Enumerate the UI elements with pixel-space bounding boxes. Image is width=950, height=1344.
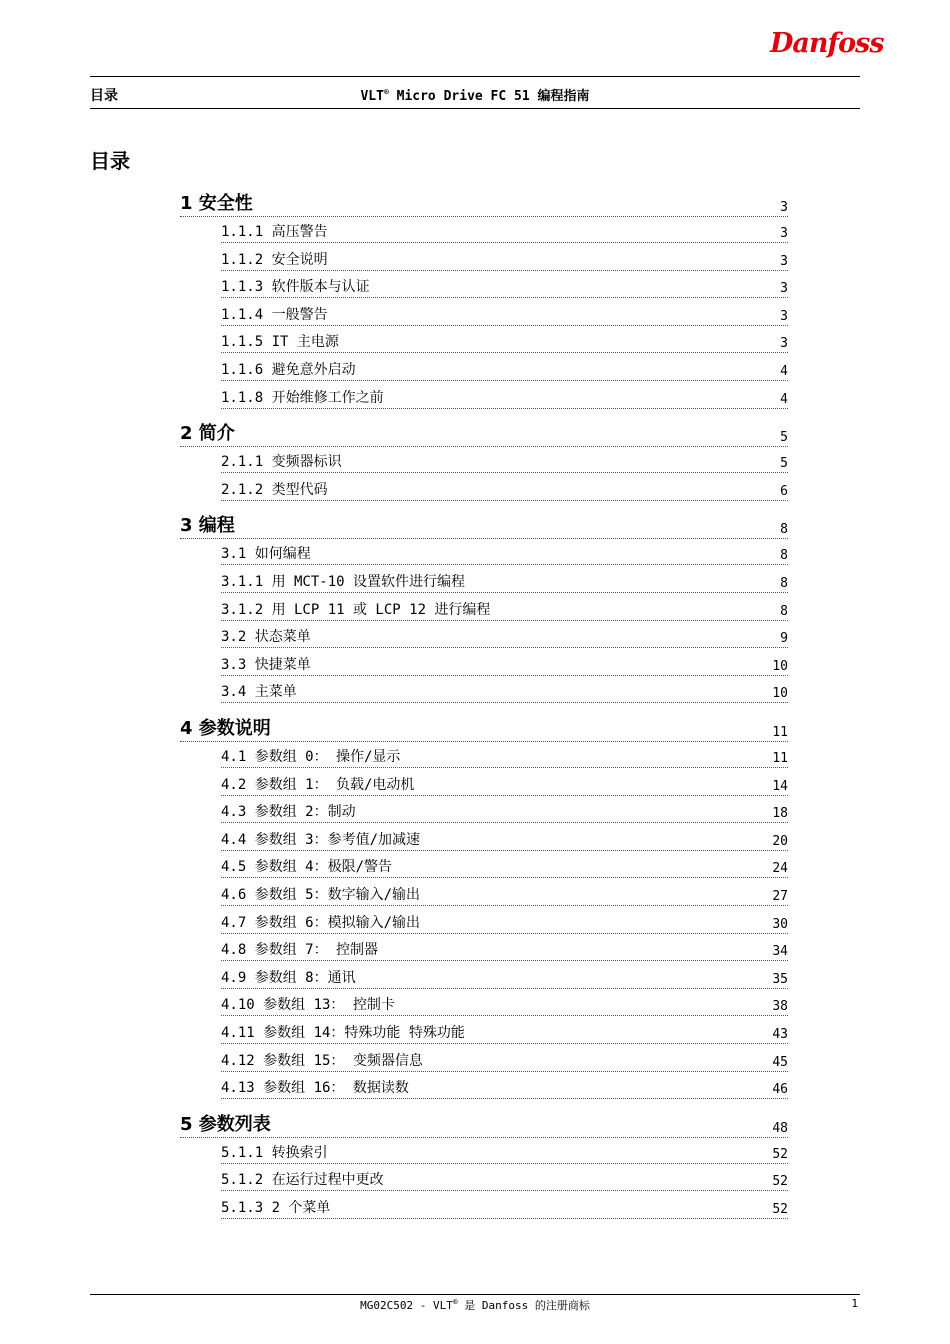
toc-section-entry[interactable]	[221, 884, 788, 906]
toc-section-entry[interactable]	[221, 221, 788, 243]
toc-entry-title: 3.2 状态菜单	[221, 629, 311, 646]
header-section-label: 目录	[90, 88, 118, 104]
toc-entry-title: 1.1.8 开始维修工作之前	[221, 389, 384, 406]
toc-entry-page: 5	[780, 456, 788, 472]
toc-entry-page: 8	[780, 576, 788, 591]
toc-entry-title: 4.11 参数组 14：特殊功能 特殊功能	[221, 1025, 465, 1041]
toc-entry-page: 11	[772, 725, 788, 740]
toc-section-entry[interactable]	[221, 599, 788, 621]
toc-entry-title: 4.4 参数组 3：参考值/加减速	[221, 831, 421, 848]
toc-entry-title: 4.1 参数组 0： 操作/显示	[221, 749, 401, 765]
toc-entry-page: 18	[772, 806, 788, 822]
toc-entry-title: 3.1.1 用 MCT-10 设置软件进行编程	[221, 574, 466, 590]
toc-entry-page: 4	[780, 391, 788, 407]
toc-section-entry[interactable]	[221, 626, 788, 648]
toc-section-entry[interactable]	[221, 939, 788, 961]
toc-entry-title: 3 编程	[180, 515, 235, 537]
toc-section-entry[interactable]	[221, 1022, 788, 1044]
toc-section-entry[interactable]	[221, 774, 788, 796]
registered-mark: ®	[383, 87, 389, 97]
toc-chapter-entry[interactable]	[180, 1114, 788, 1138]
footer-trademark	[90, 1297, 860, 1313]
toc-entry-title: 2.1.1 变频器标识	[221, 454, 342, 471]
toc-entry-title: 1 安全性	[180, 193, 253, 214]
toc-entry-page: 10	[772, 686, 788, 702]
toc-entry-page: 5	[780, 430, 788, 446]
toc-entry-page: 46	[772, 1082, 788, 1098]
toc-entry-title: 1.1.1 高压警告	[221, 224, 328, 240]
toc-section-entry[interactable]	[221, 1142, 788, 1164]
toc-chapter-entry[interactable]	[180, 515, 788, 539]
toc-entry-title: 5.1.1 转换索引	[221, 1144, 328, 1161]
toc-entry-page: 30	[772, 916, 788, 932]
toc-entry-title: 4.2 参数组 1： 负载/电动机	[221, 776, 415, 793]
toc-chapter-entry[interactable]	[180, 718, 788, 742]
toc-entry-page: 6	[780, 483, 788, 499]
toc-section-entry[interactable]	[221, 249, 788, 271]
toc-entry-page: 35	[772, 971, 788, 987]
toc-entry-title: 3.4 主菜单	[221, 684, 297, 701]
toc-entry-page: 3	[780, 200, 788, 215]
toc-entry-page: 52	[772, 1146, 788, 1162]
toc-section-entry[interactable]	[221, 359, 788, 381]
toc-section-entry[interactable]	[221, 451, 788, 473]
header-title-vlt: VLT	[360, 89, 384, 104]
toc-entry-page: 3	[780, 253, 788, 269]
toc-section-entry[interactable]	[221, 912, 788, 934]
toc-section-entry[interactable]	[221, 654, 788, 676]
toc-section-entry[interactable]	[221, 1050, 788, 1072]
toc-entry-page: 11	[772, 751, 788, 766]
toc-entry-title: 2.1.2 类型代码	[221, 481, 328, 498]
toc-entry-title: 5.1.2 在运行过程中更改	[221, 1172, 384, 1189]
toc-section-entry[interactable]	[221, 801, 788, 823]
toc-section-entry[interactable]	[221, 967, 788, 989]
toc-chapter-entry[interactable]	[180, 193, 788, 217]
toc-entry-title: 4.3 参数组 2：制动	[221, 804, 356, 821]
toc-section-entry[interactable]	[221, 304, 788, 326]
footer-trademark-text: 是 Danfoss 的注册商标	[457, 1299, 590, 1312]
toc-entry-title: 4.7 参数组 6：模拟输入/输出	[221, 914, 421, 931]
toc-entry-title: 4.12 参数组 15： 变频器信息	[221, 1052, 423, 1069]
toc-section-entry[interactable]	[221, 276, 788, 298]
toc-section-entry[interactable]	[221, 387, 788, 409]
toc-entry-page: 3	[780, 226, 788, 241]
toc-section-entry[interactable]	[221, 746, 788, 768]
toc-entry-page: 43	[772, 1027, 788, 1042]
toc-entry-page: 48	[772, 1120, 788, 1136]
danfoss-logo: Danfoss	[770, 28, 884, 59]
toc-chapter-entry[interactable]	[180, 423, 788, 447]
toc-entry-page: 45	[772, 1054, 788, 1070]
toc-entry-title: 1.1.6 避免意外启动	[221, 362, 356, 378]
toc-entry-page: 20	[772, 833, 788, 849]
toc-entry-title: 1.1.3 软件版本与认证	[221, 279, 370, 296]
toc-entry-page: 10	[772, 658, 788, 674]
footer-rule	[90, 1294, 860, 1295]
header-title-rest: Micro Drive FC 51 编程指南	[388, 89, 590, 104]
toc-entry-page: 8	[780, 603, 788, 619]
toc-entry-title: 2 简介	[180, 423, 235, 445]
toc-entry-title: 5 参数列表	[180, 1113, 271, 1135]
toc-entry-page: 38	[772, 999, 788, 1015]
toc-section-entry[interactable]	[221, 1077, 788, 1099]
toc-entry-title: 4.6 参数组 5：数字输入/输出	[221, 887, 421, 903]
toc-entry-page: 3	[780, 281, 788, 297]
toc-entry-page: 3	[780, 308, 788, 324]
toc-entry-title: 4.8 参数组 7： 控制器	[221, 942, 379, 959]
toc-entry-title: 1.1.5 IT 主电源	[221, 334, 339, 351]
toc-section-entry[interactable]	[221, 681, 788, 703]
toc-entry-page: 14	[772, 778, 788, 794]
toc-entry-title: 1.1.2 安全说明	[221, 251, 328, 268]
toc-section-entry[interactable]	[221, 571, 788, 593]
toc-entry-page: 34	[772, 944, 788, 960]
toc-entry-title: 3.1.2 用 LCP 11 或 LCP 12 进行编程	[221, 601, 491, 618]
toc-section-entry[interactable]	[221, 331, 788, 353]
toc-section-entry[interactable]	[221, 829, 788, 851]
toc-entry-page: 9	[780, 631, 788, 647]
toc-entry-page: 52	[772, 1174, 788, 1190]
toc-entry-title: 4.13 参数组 16： 数据读数	[221, 1080, 409, 1097]
toc-section-entry[interactable]	[221, 479, 788, 501]
footer-doc-code: MG02C502 - VLT	[360, 1299, 453, 1312]
footer-registered-mark: ®	[452, 1297, 458, 1307]
toc-entry-title: 4.10 参数组 13： 控制卡	[221, 997, 395, 1014]
toc-entry-title: 3.3 快捷菜单	[221, 656, 311, 673]
toc-entry-page: 27	[772, 889, 788, 904]
toc-entry-title: 4 参数说明	[180, 718, 271, 739]
toc-entry-title: 3.1 如何编程	[221, 546, 311, 563]
toc-entry-page: 52	[772, 1202, 788, 1217]
toc-entry-title: 1.1.4 一般警告	[221, 306, 328, 323]
toc-entry-title: 5.1.3 2 个菜单	[221, 1200, 331, 1216]
toc-section-entry[interactable]	[221, 856, 788, 878]
toc-entry-page: 8	[780, 522, 788, 538]
toc-section-entry[interactable]	[221, 1169, 788, 1191]
toc-entry-title: 4.5 参数组 4：极限/警告	[221, 859, 393, 876]
toc-entry-page: 4	[780, 364, 788, 379]
toc-section-entry[interactable]	[221, 994, 788, 1016]
toc-entry-page: 3	[780, 336, 788, 352]
toc-entry-title: 4.9 参数组 8：通讯	[221, 969, 356, 986]
toc-section-entry[interactable]	[221, 543, 788, 565]
toc-section-entry[interactable]	[221, 1197, 788, 1219]
toc-entry-page: 24	[772, 861, 788, 877]
toc-entry-page: 8	[780, 548, 788, 564]
page-title: 目录	[90, 149, 130, 173]
footer-page-number: 1	[851, 1297, 858, 1310]
